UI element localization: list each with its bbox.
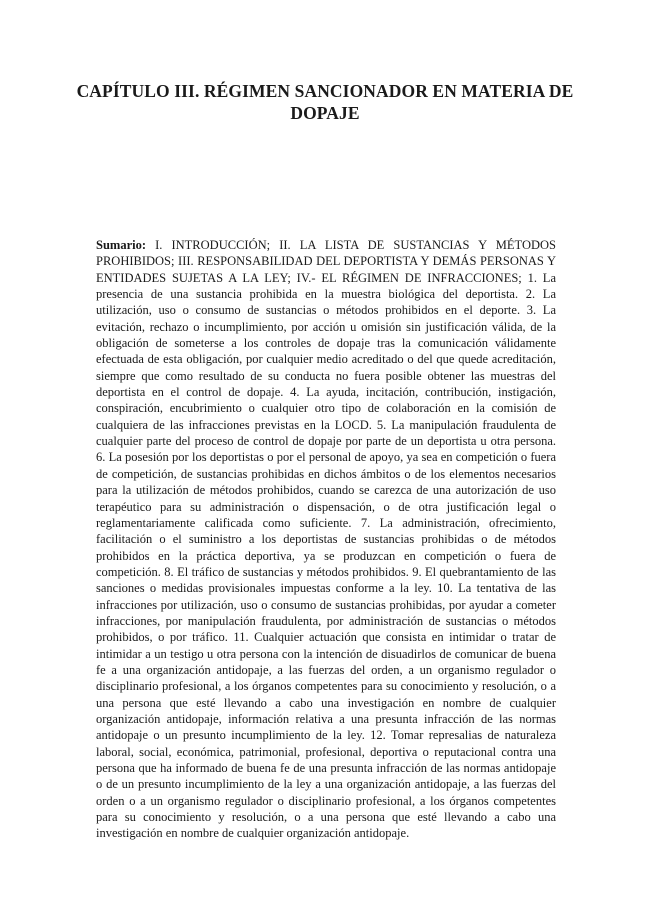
chapter-summary	[96, 237, 556, 842]
summary-label: Sumario:	[96, 238, 146, 252]
summary-text: I. INTRODUCCIÓN; II. LA LISTA DE SUSTANCIAS Y MÉTODOS PROHIBIDOS; III. RESPONSABILIDAD DEL DEPORTISTA Y DEMÁS PERSONAS Y ENTIDADES SUJETAS A LA LEY; IV.- EL RÉGIMEN DE INFRACCIONES; 1. La presencia de una sustancia prohibida en la muestra biológica del deportista. 2. La utilización, uso o consumo de sustancias o métodos prohibidos en el deporte. 3. La evitación, rechazo o incumplimiento, por acción u omisión sin justificación válida, de la obligación de someterse a los controles de dopaje tras la comunicación válidamente efectuada de esta obligación, por cualquier medio acreditado o del que quede acreditación, siempre que como resultado de su conducta no fuera posible obtener las muestras del deportista en el control de dopaje. 4. La ayuda, incitación, contribución, instigación, conspiración, encubrimiento o cualquier otro tipo de colaboración en la comisión de cualquiera de las infracciones previstas en la LOCD. 5. La manipulación fraudulenta de cualquier parte del proceso de control de dopaje por parte de un deportista u otra persona. 6. La posesión por los deportistas o por el personal de apoyo, ya sea en competición o fuera de competición, de sustancias prohibidas en dichos ámbitos o de los elementos necesarios para la utilización de métodos prohibidos, cuando se carezca de una autorización de uso terapéutico para su administración o dispensación, o de otra justificación legal o reglamentariamente calificada como suficiente. 7. La administración, ofrecimiento, facilitación o el suministro a los deportistas de sustancias prohibidas o de métodos prohibidos en la práctica deportiva, ya se produzcan en competición o fuera de competición. 8. El tráfico de sustancias y métodos prohibidos. 9. El quebrantamiento de las sanciones o medidas provisionales impuestas conforme a la ley. 10. La tentativa de las infracciones por utilización, uso o consumo de sustancias prohibidas, por ayudar a cometer infracciones, por manipulación fraudulenta, por administración de sustancias o métodos prohibidos, o por tráfico. 11. Cualquier actuación que consista en intimidar o tratar de intimidar a un testigo u otra persona con la intención de disuadirlos de comunicar de buena fe a una organización antidopaje, a las fuerzas del orden, a un organismo regulador o disciplinario profesional, a los órganos competentes para su conocimiento y resolución, o a una persona que esté llevando a cabo una investigación en nombre de cualquier organización antidopaje, información relativa a una presunta infracción de las normas antidopaje o un presunto incumplimiento de la ley. 12. Tomar represalias de naturaleza laboral, social, económica, patrimonial, profesional, deportiva o reputacional contra una persona que ha informado de buena fe de una presunta infracción de las normas antidopaje o de un presunto incumplimiento de la ley a una organización antidopaje, a las fuerzas del orden o a un organismo regulador o disciplinario profesional, a los órganos competentes para su conocimiento y resolución, o a una persona que esté llevando a cabo una investigación en nombre de cualquier organización antidopaje.	[96, 238, 556, 841]
chapter-title: CAPÍTULO III. RÉGIMEN SANCIONADOR EN MATERIA DE DOPAJE	[76, 81, 574, 123]
